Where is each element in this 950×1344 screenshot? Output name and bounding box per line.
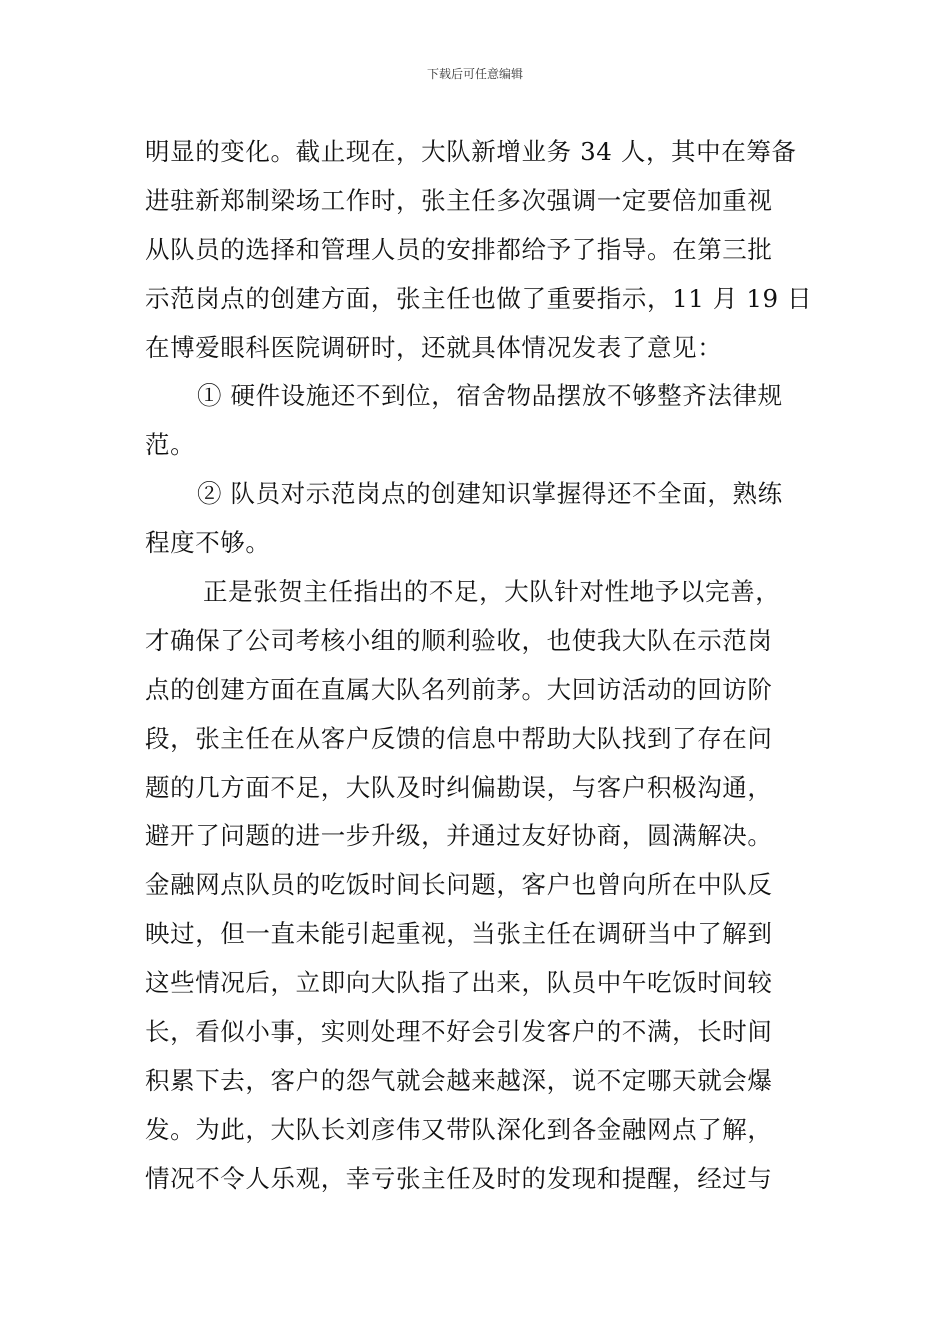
- body-line: 进驻新郑制梁场工作时，张主任多次强调一定要倍加重视: [145, 185, 773, 215]
- body-line: 映过，但一直未能引起重视，当张主任在调研当中了解到: [145, 919, 773, 949]
- page-header: 下载后可任意编辑: [426, 67, 523, 81]
- body-line: 长，看似小事，实则处理不好会引发客户的不满，长时间: [145, 1017, 773, 1047]
- body-line: 这些情况后，立即向大队指了出来，队员中午吃饭时间较: [145, 968, 773, 998]
- body-line: 程度不够。: [145, 528, 271, 558]
- paragraph-start: 正是张贺主任指出的不足，大队针对性地予以完善，: [203, 577, 781, 607]
- body-line: 从队员的选择和管理人员的安排都给予了指导。在第三批: [145, 234, 773, 264]
- body-line: 段，张主任在从客户反馈的信息中帮助大队找到了存在问: [145, 723, 773, 753]
- body-line: 明显的变化。截止现在，大队新增业务 34 人，其中在筹备: [145, 137, 797, 166]
- body-line: 题的几方面不足，大队及时纠偏勘误，与客户积极沟通，: [145, 772, 773, 802]
- body-line: 在博爱眼科医院调研时，还就具体情况发表了意见：: [145, 332, 723, 362]
- body-line: 示范岗点的创建方面，张主任也做了重要指示，11 月 19 日: [145, 283, 813, 313]
- body-line: 避开了问题的进一步升级，并通过友好协商，圆满解决。: [145, 821, 773, 851]
- list-item-1: ① 硬件设施还不到位，宿舍物品摆放不够整齐法律规: [197, 381, 783, 411]
- body-line: 点的创建方面在直属大队名列前茅。大回访活动的回访阶: [145, 674, 773, 704]
- body-line: 范。: [145, 430, 196, 460]
- body-line: 才确保了公司考核小组的顺利验收，也使我大队在示范岗: [145, 625, 773, 655]
- list-item-2: ② 队员对示范岗点的创建知识掌握得还不全面，熟练: [197, 479, 783, 509]
- body-line: 金融网点队员的吃饭时间长问题，客户也曾向所在中队反: [145, 870, 773, 900]
- document-body: [145, 128, 813, 1204]
- body-line: 积累下去，客户的怨气就会越来越深，说不定哪天就会爆: [145, 1065, 773, 1095]
- body-line: 发。为此，大队长刘彦伟又带队深化到各金融网点了解，: [145, 1114, 773, 1144]
- body-line: 情况不令人乐观，幸亏张主任及时的发现和提醒，经过与: [145, 1163, 773, 1193]
